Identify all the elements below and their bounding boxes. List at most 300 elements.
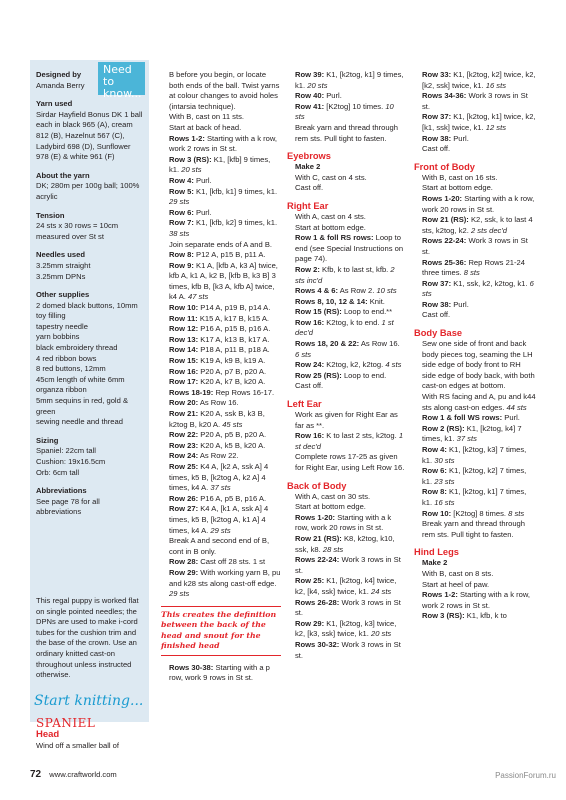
eyebrows-title: Eyebrows xyxy=(287,151,331,162)
stitch-count: 20 sts xyxy=(305,80,328,90)
row-text: K2, ssk, k to last 4 sts, k2tog, k2. xyxy=(422,215,533,235)
instruction-line xyxy=(161,240,281,251)
instruction-line xyxy=(414,509,536,520)
row-label: Row 26: xyxy=(169,493,199,503)
row-label: Rows 1-20: xyxy=(422,193,463,203)
instruction-line xyxy=(414,258,536,279)
supply-item: black embroidery thread xyxy=(36,343,118,353)
row-text: Rep Rows 16-17. xyxy=(213,387,275,397)
row-text: B before you begin, or locate both ends of the ball. Twist yarns at colour changes to avoid holes (intarsia technique). xyxy=(169,70,280,111)
row-text: Loop to end.** xyxy=(341,307,393,317)
stitch-count: 8 sts xyxy=(461,268,480,278)
instruction-line xyxy=(161,356,281,367)
instruction-line xyxy=(287,318,405,339)
row-text: Cast off. xyxy=(422,310,451,320)
about-yarn-label: About the yarn xyxy=(36,170,90,180)
stitch-count: 4 sts xyxy=(383,360,402,370)
row-text: K20 A, k5 B, k20 A. xyxy=(198,440,266,450)
row-text: Start at back of head. xyxy=(169,122,242,132)
row-label: Rows 30-32: xyxy=(295,639,340,649)
row-text: K19 A, k9 B, k19 A. xyxy=(198,356,266,366)
row-label: Row 25 (RS): xyxy=(295,370,342,380)
row-text: Break yarn and thread through rem sts. Pull tight to fasten. xyxy=(422,519,526,539)
instruction-line xyxy=(161,250,281,261)
row-text: K1, kfb, k to xyxy=(464,611,507,621)
row-text: K20 A, ssk B, k3 B, k2tog B, k20 A. xyxy=(169,409,265,429)
stitch-count: 2 sts inc'd xyxy=(295,264,395,285)
row-text: K1, ssk, k2, k2tog, k1. xyxy=(451,278,528,288)
instruction-line xyxy=(287,102,405,123)
row-label: Row 3 (RS): xyxy=(422,611,465,621)
row-text: Sew one side of front and back body pieces tog, seaming the LH side edge of body front to RH side edge of body back, with both cast-on edges at bottom. xyxy=(422,339,535,391)
instruction-line xyxy=(161,208,281,219)
row-text: Work 3 rows in St st. xyxy=(422,236,528,256)
hind-legs-instructions xyxy=(414,558,536,622)
instruction-line xyxy=(287,307,405,318)
instruction-line xyxy=(414,70,536,91)
supply-item: 8 red buttons, 12mm xyxy=(36,364,106,374)
row-text: Start at bottom edge. xyxy=(422,183,493,193)
instruction-line xyxy=(161,557,281,568)
back-body-finish xyxy=(414,70,536,155)
instruction-line xyxy=(287,410,405,431)
row-label: Row 22: xyxy=(169,430,199,440)
row-label: Rows 22-24: xyxy=(295,555,340,565)
tension-label: Tension xyxy=(36,210,65,220)
instruction-line xyxy=(414,144,536,155)
instruction-line xyxy=(414,134,536,145)
stitch-count: 10 sts xyxy=(295,101,394,122)
row-label: Rows 26-28: xyxy=(295,597,340,607)
row-text: [K2tog] 10 times. xyxy=(324,101,384,111)
stitch-count: 44 sts xyxy=(504,402,527,412)
row-label: Row 41: xyxy=(295,101,325,111)
needles-label: Needles used xyxy=(36,250,85,260)
row-text: K1, [kfb, k1] 9 times, k1. xyxy=(193,186,278,196)
row-text: K15 A, k17 B, k15 A. xyxy=(197,313,270,323)
instruction-line xyxy=(414,445,536,466)
row-label: Row 39: xyxy=(295,70,325,79)
row-text: P20 A, p7 B, p20 A. xyxy=(198,366,267,376)
instruction-line xyxy=(161,123,281,134)
row-label: Row 10: xyxy=(169,303,199,313)
intro-text: This regal puppy is worked flat on single pointed needles; the DPNs are used to make i-cord tubes for the cushion trim and the base of the crown. Use an ordinary knitted cast-on throughout unless instructed otherwise. xyxy=(36,596,139,680)
row-text: As Row 22. xyxy=(198,451,239,461)
row-label: Row 40: xyxy=(295,91,325,101)
row-text: P16 A, p15 B, p16 A. xyxy=(198,324,271,334)
row-text: P14 A, p19 B, p14 A. xyxy=(198,303,271,313)
stitch-count: 28 sts xyxy=(320,544,344,554)
row-text: K1 A, [kfb A, k3 A] twice, kfb A, k1 A, k2 B, [kfb B, k3 B] 3 times, kfb B, [k3 A, kfb A] twice, k4 A. xyxy=(169,260,278,302)
instruction-line xyxy=(287,452,405,473)
supply-item: 45cm length of white 6mm organza ribbon xyxy=(36,374,125,395)
instruction-line xyxy=(161,324,281,335)
row-text: K1, [kfb] 9 times, k1. xyxy=(169,154,271,175)
body-base-title: Body Base xyxy=(414,328,463,339)
instruction-line xyxy=(287,492,405,503)
row-text: K1, [k2tog, k3] 7 times, k1. xyxy=(422,445,527,465)
stitch-count: 8 sts xyxy=(506,508,525,518)
row-text: Work as given for Right Ear as far as **. xyxy=(295,410,398,430)
row-label: Row 4: xyxy=(169,175,194,185)
instruction-line xyxy=(414,558,536,569)
row-label: Row 25: xyxy=(295,576,325,586)
body-base-instructions xyxy=(414,339,536,540)
front-body-title: Front of Body xyxy=(414,161,475,172)
row-text: P18 A, p11 B, p18 A. xyxy=(198,345,270,355)
row-text: K1, [kfb, k2] 9 times, k1. xyxy=(193,218,278,228)
row-text: Join separate ends of A and B. xyxy=(169,239,273,249)
page-number: 72 xyxy=(30,769,42,780)
column-3 xyxy=(287,70,405,661)
need-to-know-badge: Need to know... xyxy=(98,62,145,95)
instruction-line xyxy=(161,377,281,388)
about-yarn: DK; 280m per 100g ball; 100% acrylic xyxy=(36,181,140,201)
row-text: As Row 16. xyxy=(359,339,400,349)
row-text: Starting with a k row, work 20 rows in St st. xyxy=(295,512,392,533)
right-ear-instructions xyxy=(287,212,405,392)
row-text: K1, [k2tog, k2] twice, k2, [k2, ssk] twice, k1. xyxy=(422,70,536,90)
instruction-line xyxy=(414,300,536,311)
stitch-count: 29 sts xyxy=(169,197,190,207)
row-text: Purl. xyxy=(502,413,520,423)
instruction-line xyxy=(414,392,536,413)
instruction-line xyxy=(161,451,281,462)
row-label: Row 11: xyxy=(169,313,198,323)
row-label: Row 27: xyxy=(169,504,199,514)
column-4 xyxy=(414,70,536,622)
row-text: Starting with a k row, work 2 rows in St st. xyxy=(169,133,278,154)
supply-item: 5mm sequins in red, gold & green xyxy=(36,396,129,416)
row-label: Rows 1-2: xyxy=(422,590,458,600)
instruction-line xyxy=(414,413,536,424)
instruction-line xyxy=(161,176,281,187)
row-label: Row 9: xyxy=(169,260,194,270)
row-text: P20 A, p5 B, p20 A. xyxy=(198,430,267,440)
row-label: Row 16: xyxy=(295,317,325,327)
instruction-line xyxy=(414,519,536,540)
row-label: Row 37: xyxy=(422,278,452,288)
instruction-line xyxy=(414,194,536,215)
stitch-count: 23 sts xyxy=(432,476,455,486)
instruction-line xyxy=(161,504,281,536)
instruction-line xyxy=(414,310,536,321)
supply-item: toy filling xyxy=(36,311,66,321)
abbreviations-label: Abbreviations xyxy=(36,486,87,496)
row-text: With B, cast on 16 sts. xyxy=(422,172,498,182)
row-text: K1, [k2tog, k2] 7 times, k1. xyxy=(422,466,527,486)
designer-name: Amanda Berry xyxy=(36,80,85,90)
row-text: K2tog, k2, k2tog. xyxy=(324,360,384,370)
instruction-line xyxy=(414,183,536,194)
instruction-line xyxy=(161,155,281,176)
instruction-line xyxy=(287,555,405,576)
instruction-line xyxy=(161,388,281,399)
instruction-line xyxy=(161,134,281,155)
row-text: K1, [k2tog, k1] twice, k2, [k1, ssk] twice, k1. xyxy=(422,112,536,132)
row-text: With A, cast on 30 sts. xyxy=(295,491,371,501)
row-text: K1, [k2tog, k3] twice, k2, [k3, ssk] twice, k1. xyxy=(295,618,397,639)
instruction-line xyxy=(161,261,281,303)
instruction-line xyxy=(287,233,405,265)
instruction-line xyxy=(414,590,536,611)
spaniel-heading: SPANIEL xyxy=(36,716,96,730)
row-text: P12 A, p15 B, p11 A. xyxy=(193,250,266,260)
row-label: Rows 18, 20 & 22: xyxy=(295,339,360,349)
supply-item: yarn bobbins xyxy=(36,332,80,342)
instruction-line xyxy=(161,367,281,378)
row-text: Start at bottom edge. xyxy=(295,222,366,232)
stitch-count: 29 sts xyxy=(169,589,190,599)
row-label: Row 13: xyxy=(169,334,199,344)
row-text: K4 A, [k1 A, ssk A] 4 times, k5 B, [k2tog A, k1 A] 4 times, k4 A. xyxy=(169,504,269,535)
stitch-count: 6 sts xyxy=(422,278,534,299)
row-label: Row 2 (RS): xyxy=(422,423,465,433)
needles-1: 3.25mm straight xyxy=(36,260,91,270)
row-label: Row 4: xyxy=(422,445,447,454)
instruction-line xyxy=(414,215,536,236)
row-label: Row 14: xyxy=(169,345,199,355)
instruction-line xyxy=(161,218,281,239)
stitch-count: 6 sts xyxy=(295,349,312,359)
row-text: K2tog, k to end. xyxy=(324,317,380,327)
stitch-count: 30 sts xyxy=(432,455,455,465)
row-text: Break yarn and thread through rem sts. Pull tight to fasten. xyxy=(295,122,399,143)
supply-item: 2 domed black buttons, 10mm xyxy=(36,300,138,310)
instruction-line xyxy=(287,513,405,534)
row-label: Rows 4 & 6: xyxy=(295,286,339,296)
stitch-count: 45 sts xyxy=(220,419,243,429)
row-text: K1, [k2tog, k4] 7 times, k1. xyxy=(422,423,522,444)
row-label: Make 2 xyxy=(295,162,321,172)
row-text: Purl. xyxy=(193,175,212,185)
instruction-line xyxy=(161,568,281,600)
row-label: Row 38: xyxy=(422,299,452,309)
instruction-line xyxy=(161,494,281,505)
row-text: With RS facing and A, pu and k44 sts along cast-on edges. xyxy=(422,392,536,412)
instruction-line xyxy=(161,112,281,123)
row-text: Complete rows 17-25 as given for Right Ear, using Left Row 16. xyxy=(295,452,405,472)
row-text: With B, cast on 11 sts. xyxy=(169,112,244,122)
instruction-line xyxy=(414,487,536,508)
instruction-line xyxy=(161,70,281,112)
instruction-line xyxy=(414,569,536,580)
instruction-line xyxy=(414,91,536,112)
row-text: Starting with a p row, work 9 rows in St st. xyxy=(169,662,270,683)
back-body-title: Back of Body xyxy=(287,480,347,491)
head-first-line: Wind off a smaller ball of xyxy=(36,741,120,750)
instruction-line xyxy=(287,223,405,234)
row-label: Rows 18-19: xyxy=(169,387,214,397)
left-ear-instructions xyxy=(287,410,405,474)
row-text: As Row 2. xyxy=(338,286,375,296)
row-text: [K2tog] 8 times. xyxy=(451,508,506,518)
row-text: Cast off. xyxy=(295,381,324,391)
row-text: Work 3 rows in St st. xyxy=(295,597,401,618)
row-text: K1, [k2tog, k1] 9 times, k1. xyxy=(295,70,404,90)
stitch-count: 1 st dec'd xyxy=(295,431,404,451)
supply-item: tapestry needle xyxy=(36,321,88,331)
row-label: Row 2: xyxy=(295,264,320,274)
row-label: Row 8: xyxy=(169,250,194,260)
row-text: Starting with a k row, work 20 rows in St st. xyxy=(422,193,535,214)
row-text: With working yarn B, pu and k28 sts along cast-off edge. xyxy=(169,567,281,588)
row-label: Row 25: xyxy=(169,461,199,471)
row-label: Rows 34-36: xyxy=(422,91,467,101)
row-text: P16 A, p5 B, p16 A. xyxy=(198,493,267,503)
stitch-count: 1 st dec'd xyxy=(295,317,394,338)
page-footer xyxy=(30,769,117,780)
instruction-line xyxy=(161,187,281,208)
front-body-instructions xyxy=(414,173,536,321)
instruction-line xyxy=(414,112,536,133)
instruction-line xyxy=(287,162,405,173)
head-section-title: Head xyxy=(36,729,60,740)
row-label: Row 20: xyxy=(169,398,199,408)
instruction-line xyxy=(287,431,405,452)
instruction-line xyxy=(161,314,281,325)
row-label: Row 16: xyxy=(169,366,199,376)
instruction-line xyxy=(161,409,281,430)
instruction-line xyxy=(414,611,536,622)
row-text: K4 A, [k2 A, ssk A] 4 times, k5 B, [k2tog A, k2 A] 4 times, k4 A. xyxy=(169,461,269,493)
instruction-line xyxy=(287,381,405,392)
eyebrows-instructions xyxy=(287,162,405,194)
instruction-line xyxy=(161,303,281,314)
head-instructions xyxy=(161,70,281,600)
row-label: Row 6: xyxy=(422,466,447,476)
stitch-count: 16 sts xyxy=(483,80,506,90)
sizing-item: Cushion: 19x16.5cm xyxy=(36,457,106,466)
row-text: Purl. xyxy=(451,299,469,309)
row-text: K17 A, k13 B, k17 A. xyxy=(198,334,270,344)
instruction-line xyxy=(414,580,536,591)
instruction-line xyxy=(287,598,405,619)
row-text: As Row 16. xyxy=(198,398,239,408)
sidebar-content xyxy=(36,70,144,518)
row-text: Rep Rows 21-24 three times. xyxy=(422,257,525,278)
row-label: Row 29: xyxy=(295,618,325,628)
other-supplies-label: Other supplies xyxy=(36,290,90,300)
watermark: PassionForum.ru xyxy=(495,771,556,780)
instruction-line xyxy=(287,286,405,297)
row-text: K8, k2tog, k10, ssk, k8. xyxy=(295,533,395,554)
instruction-line xyxy=(287,534,405,555)
designed-by-label: Designed by xyxy=(36,70,82,79)
stitch-count: 37 sts xyxy=(454,434,477,444)
instruction-line xyxy=(414,339,536,392)
stitch-count: 37 sts xyxy=(208,483,231,493)
row-text: Cast off. xyxy=(422,144,451,154)
row-text: Purl. xyxy=(193,207,212,217)
row-label: Row 5: xyxy=(169,186,194,196)
row-label: Rows 1-20: xyxy=(295,512,336,522)
instruction-line xyxy=(287,339,405,360)
instruction-line xyxy=(161,398,281,409)
row-label: Rows 30-38: xyxy=(169,662,214,672)
instruction-line xyxy=(287,619,405,640)
stitch-count: 12 sts xyxy=(483,122,506,132)
instruction-line xyxy=(287,360,405,371)
row-text: Loop to end (see Special Instructions on page 74). xyxy=(295,233,404,264)
instruction-line xyxy=(161,663,281,684)
row-label: Row 21: xyxy=(169,409,199,418)
supply-item: 4 red ribbon bows xyxy=(36,353,97,363)
hind-legs-title: Hind Legs xyxy=(414,547,459,558)
row-text: With C, cast on 4 sts. xyxy=(295,172,367,182)
row-text: Start at bottom edge. xyxy=(295,502,366,512)
row-text: Loop to end. xyxy=(341,370,387,380)
instruction-line xyxy=(414,279,536,300)
row-label: Row 28: xyxy=(169,557,199,567)
row-text: Starting with a k row, work 2 rows in St st. xyxy=(422,590,531,610)
row-text: With A, cast on 4 sts. xyxy=(295,211,366,221)
sizing-item: Spaniel: 22cm tall xyxy=(36,446,96,456)
stitch-count: 38 sts xyxy=(169,228,190,238)
row-label: Row 12: xyxy=(169,324,199,334)
row-label: Row 8: xyxy=(422,487,447,497)
instruction-line xyxy=(414,173,536,184)
row-text: With B, cast on 8 sts. xyxy=(422,568,494,578)
row-text: Break A and second end of B, cont in B only. xyxy=(169,536,270,556)
row-label: Row 7: xyxy=(169,218,194,228)
instruction-line xyxy=(287,576,405,597)
row-text: Cast off 28 sts. 1 st xyxy=(198,557,266,567)
row-label: Rows 22-24: xyxy=(422,236,467,246)
instruction-line xyxy=(287,640,405,661)
row-text: Work 3 rows in St st. xyxy=(422,91,528,111)
back-body-instructions xyxy=(287,492,405,662)
instruction-line xyxy=(287,212,405,223)
row-text: Purl. xyxy=(451,133,469,143)
needles-2: 3.25mm DPNs xyxy=(36,271,86,281)
row-label: Row 24: xyxy=(295,360,325,370)
site-url: www.craftworld.com xyxy=(49,770,117,779)
stitch-count: 47 sts xyxy=(185,292,209,302)
instruction-line xyxy=(161,536,281,557)
stitch-count: 10 sts xyxy=(374,286,397,296)
tension: 24 sts x 30 rows = 10cm measured over St st xyxy=(36,221,119,241)
row-label: Row 37: xyxy=(422,112,452,122)
instruction-line xyxy=(287,173,405,184)
instruction-line xyxy=(161,441,281,452)
row-text: Work 3 rows in St st. xyxy=(295,555,401,575)
yarn-used: Sirdar Hayfield Bonus DK 1 ball each in black 965 (A), cream 812 (B), Hazelnut 567 (C), Ladybird 698 (D), Sunflower 978 (E) & white 961 (F) xyxy=(36,109,143,162)
stitch-count: 2 sts dec'd xyxy=(468,225,508,235)
row-text: Purl. xyxy=(324,91,342,101)
supply-item: sewing needle and thread xyxy=(36,417,123,427)
instruction-line xyxy=(287,91,405,102)
yarn-used-label: Yarn used xyxy=(36,99,73,109)
row-text: K1, [k2tog, k4] twice, k2, [k4, ssk] twice, k1. xyxy=(295,576,397,596)
instruction-line xyxy=(287,70,405,91)
left-ear-title: Left Ear xyxy=(287,399,322,410)
instruction-line xyxy=(414,424,536,445)
sizing-label: Sizing xyxy=(36,435,59,445)
instruction-line xyxy=(161,462,281,494)
row-label: Row 38: xyxy=(422,133,452,143)
instruction-line xyxy=(287,371,405,382)
instruction-line xyxy=(287,502,405,513)
row-label: Rows 25-36: xyxy=(422,257,467,267)
stitch-count: 29 sts xyxy=(208,525,231,535)
instruction-line xyxy=(414,236,536,257)
row-text: Work 3 rows in St st. xyxy=(295,639,401,660)
instruction-line xyxy=(414,466,536,487)
row-text: Kfb, k to last st, kfb. xyxy=(319,264,389,274)
stitch-count: 20 sts xyxy=(179,165,202,175)
row-label: Rows 8, 10, 12 & 14: xyxy=(295,296,368,306)
